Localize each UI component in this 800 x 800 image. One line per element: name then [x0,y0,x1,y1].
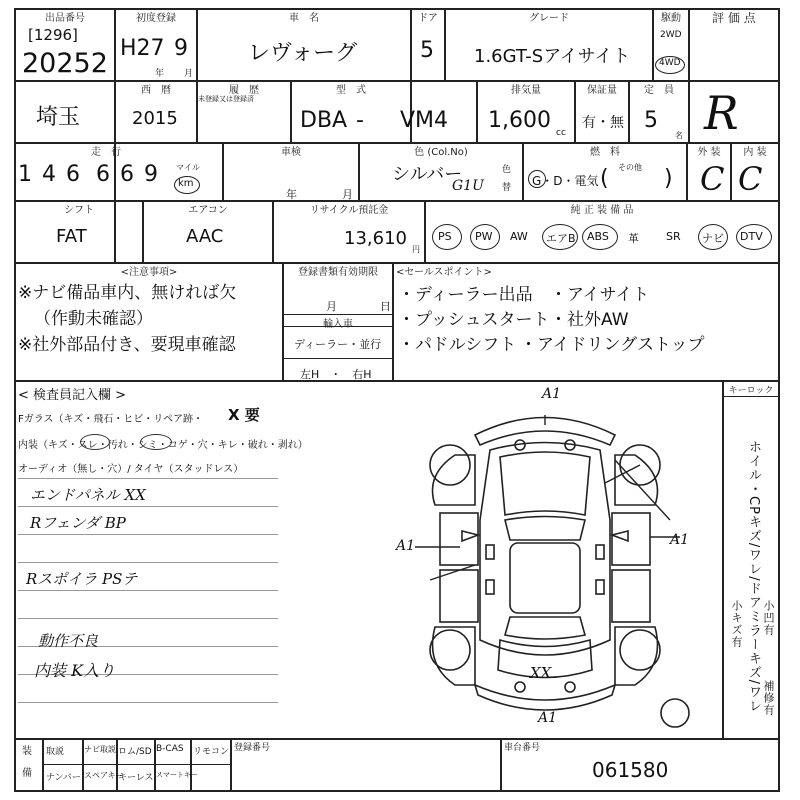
label-keylock: キーロック [728,386,774,396]
mileage-digit: 9 [144,162,158,187]
bottom-label-2: 備 [22,768,32,779]
region: 埼玉 [36,105,81,130]
displacement-unit: cc [556,128,566,138]
label-lot-no: 出品番号 [45,13,85,24]
label-capacity: 保証量 [587,85,617,96]
fuel-bracket-open: ( [600,166,609,191]
handwritten-note: Rスポイラ PSテ [26,570,138,588]
mileage-digit: 6 [96,162,110,187]
mileage-digit: 4 [42,162,56,187]
label-sales-points: <セールスポイント> [396,267,492,278]
handwritten-note: 内装 K入り [34,661,116,680]
label-color: 色 (Col.No) [414,147,468,158]
color-change-1: 色 [502,165,512,175]
glass-mark: X 要 [228,406,260,424]
label-interior: 内 装 [743,147,767,158]
interior-grade: C [738,160,763,198]
inspector-line: オーディオ（無し・穴）/ タイヤ（スタッドレス） [18,464,244,475]
sales-point: ・社外AW [550,310,629,330]
rating-value: R [704,86,739,140]
diagram-mark-bottom: A1 [538,710,558,726]
exterior-grade: C [700,160,725,198]
label-aircon: エアコン [188,205,228,216]
mileage-digit: 6 [120,162,134,187]
fuel-options: G・D・電気 [532,174,599,188]
label-rating: 評 価 点 [712,11,756,25]
grade-value: 1.6GT-Sアイサイト [474,46,631,67]
mileage-digits [16,160,176,200]
interior-circle-mark [140,434,172,450]
label-grade: グレード [529,13,569,24]
label-doors: ドア [418,13,438,24]
label-displacement: 排気量 [511,85,541,96]
warranty-value: 有・無 [582,115,624,131]
label-drive: 駆動 [661,13,681,24]
note-line: ※ナビ備品車内、無ければ欠 [18,283,237,303]
bottom-item: ナンバー [46,773,81,783]
handwritten-note: エンドパネル XX [30,486,146,504]
diagram-mark-rear: XX [530,664,552,682]
side-damage-legend: ホイル・CPキズ/ワレ/ドアミラーキズ/ワレ [746,440,761,714]
inspector-title: < 検査員記入欄 > [18,388,127,403]
recycle-value: 13,610 [344,228,407,249]
recycle-unit: 円 [412,245,420,254]
label-fixed: 定 員 [644,85,674,96]
side-repair: 補修有 [762,680,775,716]
equipment-item: エアB [546,232,576,245]
bottom-item: スペアキー [84,771,124,780]
diagram-mark-left: A1 [396,538,416,554]
diagram-mark-top: A1 [542,386,562,402]
capacity-value: 5 [644,108,658,133]
inspection-year: 年 [286,188,297,201]
mileage-digit: 6 [66,162,80,187]
capacity-unit: 名 [675,131,683,140]
color-code: G1U [452,178,484,194]
bottom-label-1: 装 [22,746,32,757]
lot-number: 20252 [22,48,108,79]
equipment-item: DTV [740,230,763,243]
bottom-item: B-CAS [156,744,184,754]
mileage-unit-mile: マイル [176,163,200,172]
inspection-month: 月 [342,188,353,201]
label-history: 履 歴 [229,85,259,96]
equipment-item: PW [475,230,493,243]
label-first-reg: 初度登録 [136,13,176,24]
model-prefix: DBA [300,108,348,133]
label-recycle: リサイクル預託金 [309,205,389,216]
bottom-item: リモコン [193,747,230,757]
inspector-line: Fガラス（キズ・飛石・ヒビ・リペア跡・ [18,414,204,425]
label-model: 型 式 [336,85,366,96]
import-dealer: ディーラー・並行 [294,338,382,351]
label-notes: <注意事項> [120,267,178,278]
equipment-item: SR [666,230,681,243]
diagram-mark-right: A1 [670,532,690,548]
drive-2wd: 2WD [660,30,682,40]
model-dash: - [356,108,364,133]
handwritten-note: 動作不良 [38,632,99,650]
sales-point: ・アイドリングストップ [520,335,705,355]
first-reg-month: 9 [174,36,188,61]
equipment-item: ABS [587,230,609,243]
label-exterior: 外 装 [697,147,721,158]
doc-day: 日 [380,300,391,313]
label-vehicle-no: 車台番号 [504,743,541,753]
doc-month: 月 [326,300,337,313]
history-note: 未登録又は登録済 [198,95,254,103]
color-name: シルバー [392,164,463,185]
equipment-item: PS [438,230,452,243]
bottom-item: ロム/SD [118,747,152,757]
note-line: ※社外部品付き、要現車確認 [18,335,236,355]
displacement-value: 1,600 [488,108,551,133]
shift-value: FAT [56,226,87,247]
sales-point: ・アイサイト [550,285,650,305]
bottom-item: キーレス [118,773,154,783]
bottom-item: 取説 [46,747,65,757]
label-import: 輸入車 [323,319,353,330]
model-code: VM4 [400,108,449,133]
label-shift: シフト [64,205,94,216]
handwritten-note: Rフェンダ BP [30,514,126,532]
label-car-name: 車 名 [289,13,319,24]
western-year: 2015 [132,108,178,129]
side-small-scratch: 小キズ有 [730,600,743,648]
label-registration: 登録番号 [234,743,271,753]
label-inspection: 車検 [281,147,301,158]
aircon-value: AAC [186,226,224,247]
import-side: 左H ・ 右H [300,368,372,381]
equipment-item: 革 [628,232,639,245]
first-reg-era: H27 [120,36,165,61]
label-year: 西 暦 [141,85,171,96]
bottom-item: スマートキー [156,771,198,779]
bottom-item: ナビ取説 [84,745,116,754]
car-name: レヴォーグ [248,41,358,66]
fuel-bracket-close: ) [664,166,673,191]
label-mileage: 走 行 [91,147,121,158]
doors-value: 5 [420,38,434,63]
color-change-2: 替 [502,183,512,193]
first-reg-year-unit: 年 [155,69,165,79]
lot-prefix: [1296] [28,26,78,44]
label-fuel: 燃 料 [590,147,620,158]
label-equipment: 純 正 装 備 品 [570,205,634,216]
inspector-line: 内装（キズ・スレ・汚れ・シミ・コゲ・穴・キレ・破れ・剥れ） [18,440,308,451]
interior-circle-mark [80,434,110,450]
note-line: （作動未確認） [34,309,153,329]
equipment-item: AW [510,230,528,243]
first-reg-month-unit: 月 [184,69,194,79]
sales-point: ・ディーラー出品 [398,285,533,305]
label-doc-expiry: 登録書類有効期限 [298,267,378,278]
equipment-item: ナビ [702,232,724,245]
fuel-other: その他 [618,163,642,172]
sales-point: ・パドルシフト [398,335,517,355]
vehicle-no: 061580 [592,758,669,782]
sales-point: ・プッシュスタート [398,310,550,330]
drive-4wd: 4WD [659,58,681,68]
mileage-digit: 1 [18,162,32,187]
side-small-dent: 小凹有 [762,600,775,636]
mileage-unit-km: km [178,178,194,189]
equipment-list [430,220,778,256]
